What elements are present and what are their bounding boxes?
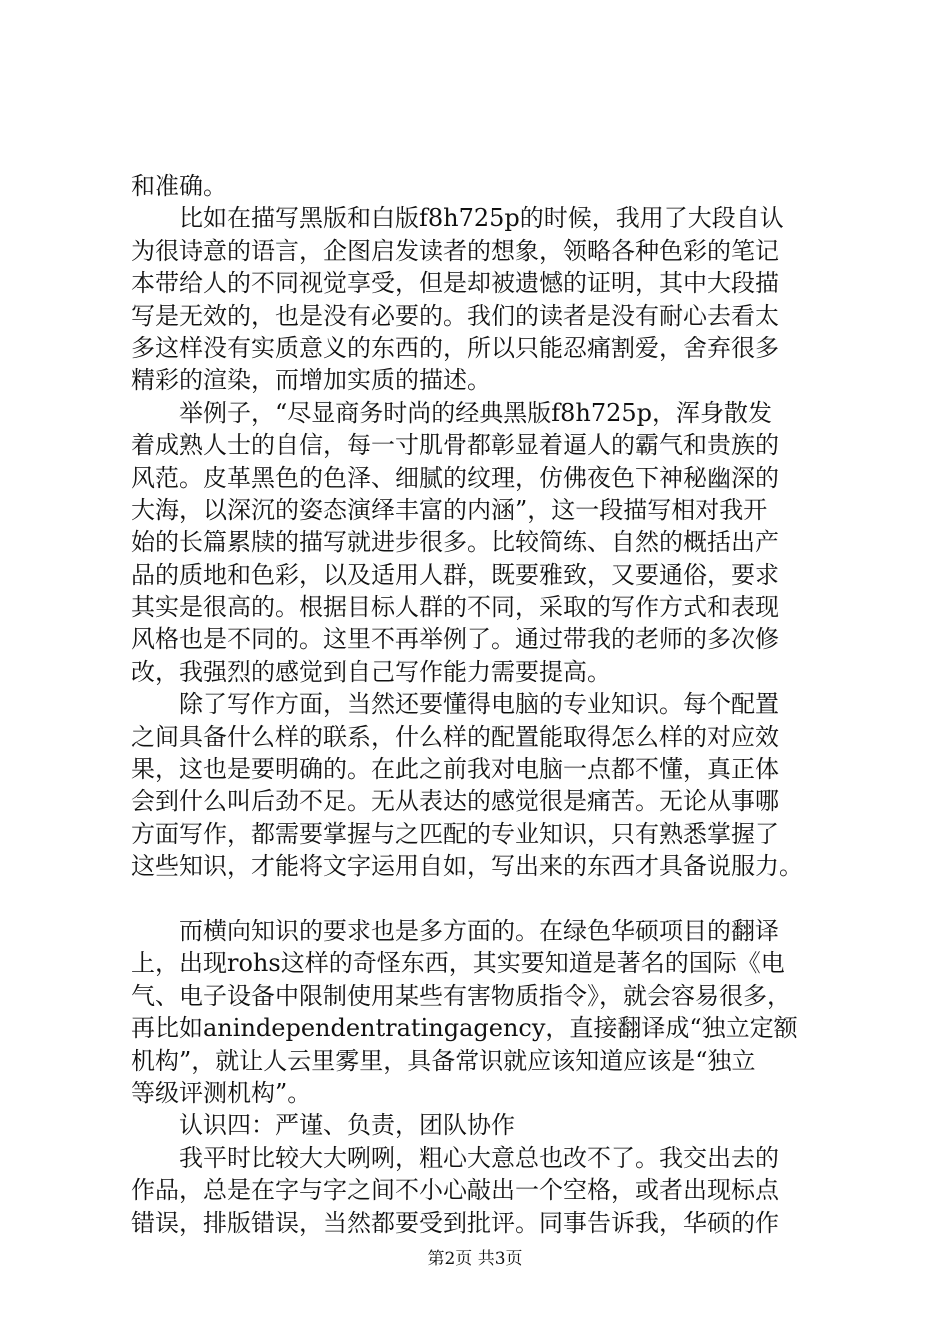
text-line: 改，我强烈的感觉到自己写作能力需要提高。 <box>131 657 611 686</box>
text-line: 果，这也是要明确的。在此之前我对电脑一点都不懂，真正体 <box>131 755 779 784</box>
text-line: 而横向知识的要求也是多方面的。在绿色华硕项目的翻译 <box>131 916 779 945</box>
text-line: 精彩的渲染，而增加实质的描述。 <box>131 366 491 395</box>
blank-line <box>131 883 831 915</box>
text-line: 品的质地和色彩，以及适用人群，既要雅致，又要通俗，要求 <box>131 560 779 589</box>
text-line: 其实是很高的。根据目标人群的不同，采取的写作方式和表现 <box>131 593 779 622</box>
text-line: 会到什么叫后劲不足。无从表达的感觉很是痛苦。无论从事哪 <box>131 787 779 816</box>
body-text <box>131 170 831 1239</box>
text-line: 这些知识，才能将文字运用自如，写出来的东西才具备说服力。 <box>131 852 803 881</box>
text-line: 写是无效的，也是没有必要的。我们的读者是没有耐心去看太 <box>131 301 779 330</box>
text-line: 始的长篇累牍的描写就进步很多。比较简练、自然的概括出产 <box>131 528 779 557</box>
text-line: 大海，以深沉的姿态演绎丰富的内涵”，这一段描写相对我开 <box>131 495 768 524</box>
text-line: 机构”，就让人云里雾里，具备常识就应该知道应该是“独立 <box>131 1046 756 1075</box>
text-line: 上，出现rohs这样的奇怪东西，其实要知道是著名的国际《电 <box>131 949 785 978</box>
text-line: 比如在描写黑版和白版f8h725p的时候，我用了大段自认 <box>131 204 784 233</box>
text-line: 气、电子设备中限制使用某些有害物质指令》，就会容易很多， <box>131 981 791 1010</box>
text-line: 多这样没有实质意义的东西的，所以只能忍痛割爱，舍弃很多 <box>131 333 779 362</box>
text-line: 举例子，“尽显商务时尚的经典黑版f8h725p，浑身散发 <box>131 398 773 427</box>
text-line: 再比如anindependentratingagency，直接翻译成“独立定额 <box>131 1014 798 1043</box>
text-line: 我平时比较大大咧咧，粗心大意总也改不了。我交出去的 <box>131 1143 779 1172</box>
text-line: 方面写作，都需要掌握与之匹配的专业知识，只有熟悉掌握了 <box>131 819 779 848</box>
section-heading: 认识四：严谨、负责，团队协作 <box>131 1111 515 1140</box>
text-line: 风格也是不同的。这里不再举例了。通过带我的老师的多次修 <box>131 625 779 654</box>
text-line: 之间具备什么样的联系，什么样的配置能取得怎么样的对应效 <box>131 722 779 751</box>
text-line: 和准确。 <box>131 172 227 200</box>
text-line: 着成熟人士的自信，每一寸肌骨都彰显着逼人的霸气和贵族的 <box>131 431 779 460</box>
text-line: 错误，排版错误，当然都要受到批评。同事告诉我，华硕的作 <box>131 1208 779 1237</box>
text-line: 作品，总是在字与字之间不小心敲出一个空格，或者出现标点 <box>131 1176 779 1205</box>
page-number-footer: 第2页 共3页 <box>427 1249 523 1269</box>
text-line: 除了写作方面，当然还要懂得电脑的专业知识。每个配置 <box>131 690 779 719</box>
text-line: 等级评测机构”。 <box>131 1078 312 1107</box>
text-line: 风范。皮革黑色的色泽、细腻的纹理，仿佛夜色下神秘幽深的 <box>131 463 779 492</box>
text-line: 为很诗意的语言，企图启发读者的想象，领略各种色彩的笔记 <box>131 236 779 265</box>
text-line: 本带给人的不同视觉享受，但是却被遗憾的证明，其中大段描 <box>131 269 779 298</box>
